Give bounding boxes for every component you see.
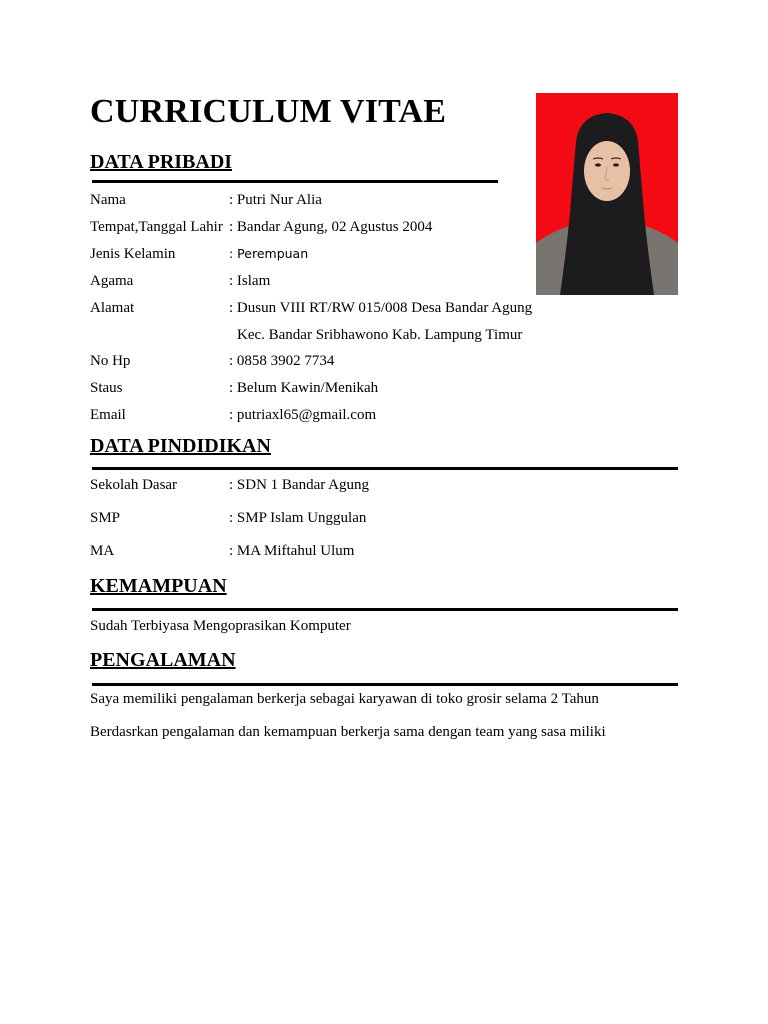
personal-row-gender <box>90 245 308 263</box>
row-label: SMP <box>90 510 121 526</box>
row-value: : Dusun VIII RT/RW 015/008 Desa Bandar Agung <box>229 300 533 316</box>
row-label: Agama <box>90 273 134 289</box>
row-label: Alamat <box>90 300 135 316</box>
row-value: : Bandar Agung, 02 Agustus 2004 <box>229 219 433 235</box>
personal-row-status <box>90 379 378 397</box>
education-row-sd <box>90 476 369 494</box>
row-value: : SMP Islam Unggulan <box>229 510 367 526</box>
experience-line: Berdasrkan pengalaman dan kemampuan berkerja sama dengan team yang sasa miliki <box>90 724 606 740</box>
personal-row-name <box>90 191 322 209</box>
row-value: : Belum Kawin/Menikah <box>229 380 379 396</box>
row-value: : 0858 3902 7734 <box>229 353 335 369</box>
section-divider-personal <box>92 180 498 183</box>
row-label: Email <box>90 407 126 423</box>
row-value: : MA Miftahul Ulum <box>229 543 355 559</box>
row-label: Sekolah Dasar <box>90 477 178 493</box>
personal-row-phone <box>90 352 334 370</box>
row-value: : Perempuan <box>229 246 309 261</box>
profile-photo <box>536 93 678 295</box>
section-heading-skills: KEMAMPUAN <box>90 575 227 597</box>
section-divider-education <box>92 467 678 470</box>
row-label: No Hp <box>90 353 131 369</box>
personal-row-email <box>90 406 376 424</box>
section-heading-education: DATA PINDIDIKAN <box>90 435 271 457</box>
row-label: Jenis Kelamin <box>90 246 176 262</box>
row-label: Tempat,Tanggal Lahir <box>90 219 223 235</box>
portrait-photo-icon <box>536 93 678 295</box>
personal-row-address-cont <box>237 326 522 344</box>
personal-row-address <box>90 299 532 317</box>
personal-row-religion <box>90 272 270 290</box>
education-row-smp <box>90 509 366 527</box>
document-title: CURRICULUM VITAE <box>90 93 447 130</box>
row-label: Nama <box>90 192 126 208</box>
row-label: MA <box>90 543 115 559</box>
row-value: Kec. Bandar Sribhawono Kab. Lampung Timur <box>237 327 523 343</box>
skills-line: Sudah Terbiyasa Mengoprasikan Komputer <box>90 618 351 634</box>
section-divider-skills <box>92 608 678 611</box>
row-value: : putriaxl65@gmail.com <box>229 407 377 423</box>
row-value: : Islam <box>229 273 271 289</box>
row-value: : Putri Nur Alia <box>229 192 322 208</box>
section-heading-experience: PENGALAMAN <box>90 649 236 671</box>
personal-row-birth <box>90 218 432 236</box>
section-divider-experience <box>92 683 678 686</box>
row-value: : SDN 1 Bandar Agung <box>229 477 369 493</box>
row-label: Staus <box>90 380 123 396</box>
experience-line: Saya memiliki pengalaman berkerja sebagai karyawan di toko grosir selama 2 Tahun <box>90 691 599 707</box>
education-row-ma <box>90 542 354 560</box>
section-heading-personal: DATA PRIBADI <box>90 151 233 173</box>
